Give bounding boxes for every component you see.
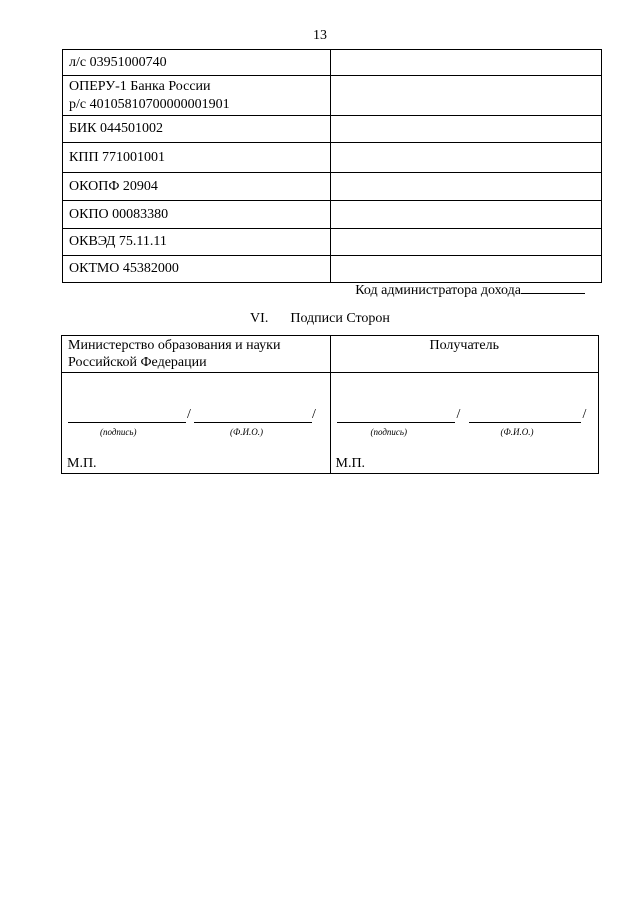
table-cell: ОКПО 00083380	[63, 201, 331, 229]
slash: /	[582, 407, 587, 422]
bank-name: ОПЕРУ-1 Банка России	[69, 78, 211, 94]
section-title: Подписи Сторон	[290, 311, 390, 326]
account-number: р/с 40105810700000001901	[69, 96, 230, 112]
table-cell: л/с 03951000740	[63, 50, 331, 76]
table-cell-empty	[331, 76, 602, 116]
signature-line	[68, 422, 186, 423]
table-cell-empty	[331, 201, 602, 229]
name-line	[194, 422, 312, 423]
table-row	[63, 201, 602, 229]
table-row	[63, 76, 602, 116]
table-row	[63, 116, 602, 143]
signature-column-recipient	[330, 336, 599, 473]
table-cell: ОКТМО 45382000	[63, 256, 331, 283]
table-row	[63, 143, 602, 173]
seal-label: М.П.	[67, 456, 97, 471]
signature-line	[337, 422, 455, 423]
bank-details-table	[62, 49, 602, 283]
table-cell: БИК 044501002	[63, 116, 331, 143]
section-heading	[0, 311, 640, 327]
signature-column-ministry	[62, 336, 330, 473]
revenue-admin-code-label: Код администратора дохода	[355, 283, 521, 298]
name-line	[469, 422, 581, 423]
party-name-ministry: Министерство образования и науки Российской Федерации	[62, 336, 330, 373]
table-cell-empty	[331, 173, 602, 201]
table-cell: ОКВЭД 75.11.11	[63, 229, 331, 256]
table-row	[63, 50, 602, 76]
signature-caption: (подпись)	[100, 427, 137, 437]
signature-table	[61, 335, 599, 474]
name-caption: (Ф.И.О.)	[500, 427, 534, 437]
name-caption: (Ф.И.О.)	[230, 427, 263, 437]
page-number: 13	[313, 28, 327, 43]
table-row	[63, 173, 602, 201]
slash: /	[456, 407, 461, 422]
table-row	[63, 256, 602, 283]
table-cell-empty	[331, 256, 602, 283]
table-cell: ОКОПФ 20904	[63, 173, 331, 201]
section-number: VI.	[250, 311, 269, 326]
revenue-admin-code	[355, 280, 585, 299]
table-row	[63, 229, 602, 256]
party-name-recipient: Получатель	[331, 336, 599, 373]
table-cell-empty	[331, 229, 602, 256]
signature-caption: (подпись)	[370, 427, 408, 437]
slash: /	[312, 407, 316, 422]
table-cell-empty	[331, 143, 602, 173]
table-cell	[63, 76, 331, 116]
seal-label: М.П.	[335, 456, 366, 471]
table-cell-empty	[331, 50, 602, 76]
slash: /	[187, 407, 191, 422]
table-cell-empty	[331, 116, 602, 143]
table-cell: КПП 771001001	[63, 143, 331, 173]
revenue-admin-code-blank	[521, 280, 585, 294]
